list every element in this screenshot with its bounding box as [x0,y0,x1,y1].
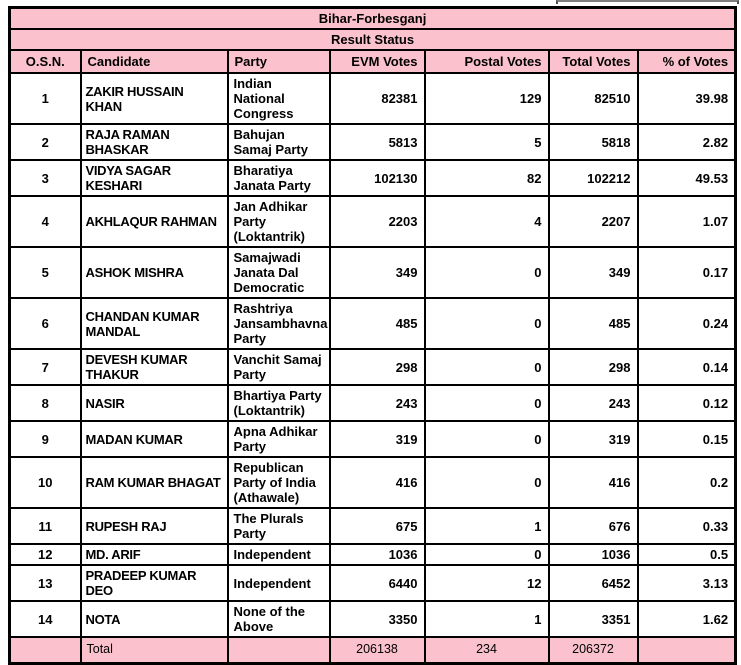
candidate-cell: RUPESH RAJ [81,508,228,544]
total-votes-cell: 2207 [549,196,638,247]
postal-votes-cell: 4 [425,196,549,247]
candidate-row [10,73,736,124]
evm-votes-cell: 298 [330,349,425,385]
party-cell: Bhartiya Party (Loktantrik) [228,385,330,421]
total-votes-cell: 298 [549,349,638,385]
osn-cell: 9 [10,421,81,457]
candidate-cell: RAJA RAMAN BHASKAR [81,124,228,160]
total-party-cell [228,637,330,663]
candidate-row [10,298,736,349]
party-cell: Apna Adhikar Party [228,421,330,457]
pct-votes-cell: 0.5 [638,544,736,565]
candidate-row [10,196,736,247]
pct-votes-cell: 39.98 [638,73,736,124]
total-votes-cell: 676 [549,508,638,544]
candidate-cell: AKHLAQUR RAHMAN [81,196,228,247]
total-votes-cell: 3351 [549,601,638,637]
party-cell: Bharatiya Janata Party [228,160,330,196]
osn-cell: 8 [10,385,81,421]
postal-votes-cell: 129 [425,73,549,124]
total-evm-votes: 206138 [330,637,425,663]
evm-votes-cell: 485 [330,298,425,349]
total-votes-cell: 102212 [549,160,638,196]
osn-cell: 3 [10,160,81,196]
candidate-cell: RAM KUMAR BHAGAT [81,457,228,508]
party-cell: Bahujan Samaj Party [228,124,330,160]
candidate-row [10,124,736,160]
postal-votes-cell: 1 [425,601,549,637]
candidate-row [10,544,736,565]
col-header-osn: O.S.N. [10,50,81,73]
total-votes-cell: 349 [549,247,638,298]
osn-cell: 13 [10,565,81,601]
pct-votes-cell: 1.62 [638,601,736,637]
evm-votes-cell: 243 [330,385,425,421]
evm-votes-cell: 6440 [330,565,425,601]
constituency-title: Bihar-Forbesganj [10,8,736,30]
party-cell: Samajwadi Janata Dal Democratic [228,247,330,298]
candidate-row [10,421,736,457]
result-status-title-row [10,29,736,50]
total-row [10,637,736,663]
candidate-cell: ASHOK MISHRA [81,247,228,298]
osn-cell: 2 [10,124,81,160]
osn-cell: 4 [10,196,81,247]
candidate-cell: VIDYA SAGAR KESHARI [81,160,228,196]
pct-votes-cell: 49.53 [638,160,736,196]
result-status-table [8,6,737,665]
party-cell: Independent [228,544,330,565]
col-header-pct-votes: % of Votes [638,50,736,73]
osn-cell: 5 [10,247,81,298]
total-votes-cell: 5818 [549,124,638,160]
evm-votes-cell: 319 [330,421,425,457]
osn-cell: 1 [10,73,81,124]
postal-votes-cell: 82 [425,160,549,196]
osn-cell: 6 [10,298,81,349]
postal-votes-cell: 0 [425,349,549,385]
pct-votes-cell: 0.17 [638,247,736,298]
candidate-cell: NASIR [81,385,228,421]
osn-cell: 11 [10,508,81,544]
osn-cell: 7 [10,349,81,385]
evm-votes-cell: 3350 [330,601,425,637]
candidate-cell: ZAKIR HUSSAIN KHAN [81,73,228,124]
osn-cell: 10 [10,457,81,508]
pct-votes-cell: 0.2 [638,457,736,508]
party-cell: Independent [228,565,330,601]
pct-votes-cell: 1.07 [638,196,736,247]
total-votes-cell: 416 [549,457,638,508]
candidate-row [10,565,736,601]
col-header-party: Party [228,50,330,73]
postal-votes-cell: 12 [425,565,549,601]
candidate-cell: CHANDAN KUMAR MANDAL [81,298,228,349]
candidate-cell: NOTA [81,601,228,637]
candidate-cell: DEVESH KUMAR THAKUR [81,349,228,385]
total-label: Total [81,637,228,663]
total-votes-cell: 485 [549,298,638,349]
postal-votes-cell: 5 [425,124,549,160]
postal-votes-cell: 0 [425,247,549,298]
candidate-cell: MD. ARIF [81,544,228,565]
evm-votes-cell: 5813 [330,124,425,160]
evm-votes-cell: 416 [330,457,425,508]
candidate-row [10,247,736,298]
postal-votes-cell: 0 [425,421,549,457]
pct-votes-cell: 0.33 [638,508,736,544]
postal-votes-cell: 1 [425,508,549,544]
total-votes-cell: 1036 [549,544,638,565]
osn-cell: 12 [10,544,81,565]
osn-cell: 14 [10,601,81,637]
evm-votes-cell: 82381 [330,73,425,124]
total-total-votes: 206372 [549,637,638,663]
candidate-row [10,601,736,637]
candidate-row [10,508,736,544]
column-header-row [10,50,736,73]
party-cell: Rashtriya Jansambhavna Party [228,298,330,349]
party-cell: Jan Adhikar Party (Loktantrik) [228,196,330,247]
evm-votes-cell: 675 [330,508,425,544]
pct-votes-cell: 0.24 [638,298,736,349]
postal-votes-cell: 0 [425,385,549,421]
pct-votes-cell: 0.15 [638,421,736,457]
candidate-row [10,160,736,196]
party-cell: None of the Above [228,601,330,637]
evm-votes-cell: 2203 [330,196,425,247]
postal-votes-cell: 0 [425,457,549,508]
total-postal-votes: 234 [425,637,549,663]
pct-votes-cell: 3.13 [638,565,736,601]
candidate-row [10,457,736,508]
total-votes-cell: 319 [549,421,638,457]
cutoff-element-edge [556,0,739,4]
total-votes-cell: 243 [549,385,638,421]
party-cell: Vanchit Samaj Party [228,349,330,385]
col-header-evm-votes: EVM Votes [330,50,425,73]
postal-votes-cell: 0 [425,544,549,565]
postal-votes-cell: 0 [425,298,549,349]
candidate-cell: PRADEEP KUMAR DEO [81,565,228,601]
total-pct-cell [638,637,736,663]
total-votes-cell: 6452 [549,565,638,601]
total-votes-cell: 82510 [549,73,638,124]
candidate-row [10,349,736,385]
constituency-title-row [10,8,736,30]
col-header-postal-votes: Postal Votes [425,50,549,73]
candidate-cell: MADAN KUMAR [81,421,228,457]
evm-votes-cell: 1036 [330,544,425,565]
col-header-total-votes: Total Votes [549,50,638,73]
candidate-row [10,385,736,421]
evm-votes-cell: 102130 [330,160,425,196]
party-cell: The Plurals Party [228,508,330,544]
evm-votes-cell: 349 [330,247,425,298]
col-header-candidate: Candidate [81,50,228,73]
party-cell: Republican Party of India (Athawale) [228,457,330,508]
pct-votes-cell: 2.82 [638,124,736,160]
pct-votes-cell: 0.12 [638,385,736,421]
party-cell: Indian National Congress [228,73,330,124]
total-osn-cell [10,637,81,663]
pct-votes-cell: 0.14 [638,349,736,385]
result-status-title: Result Status [10,29,736,50]
